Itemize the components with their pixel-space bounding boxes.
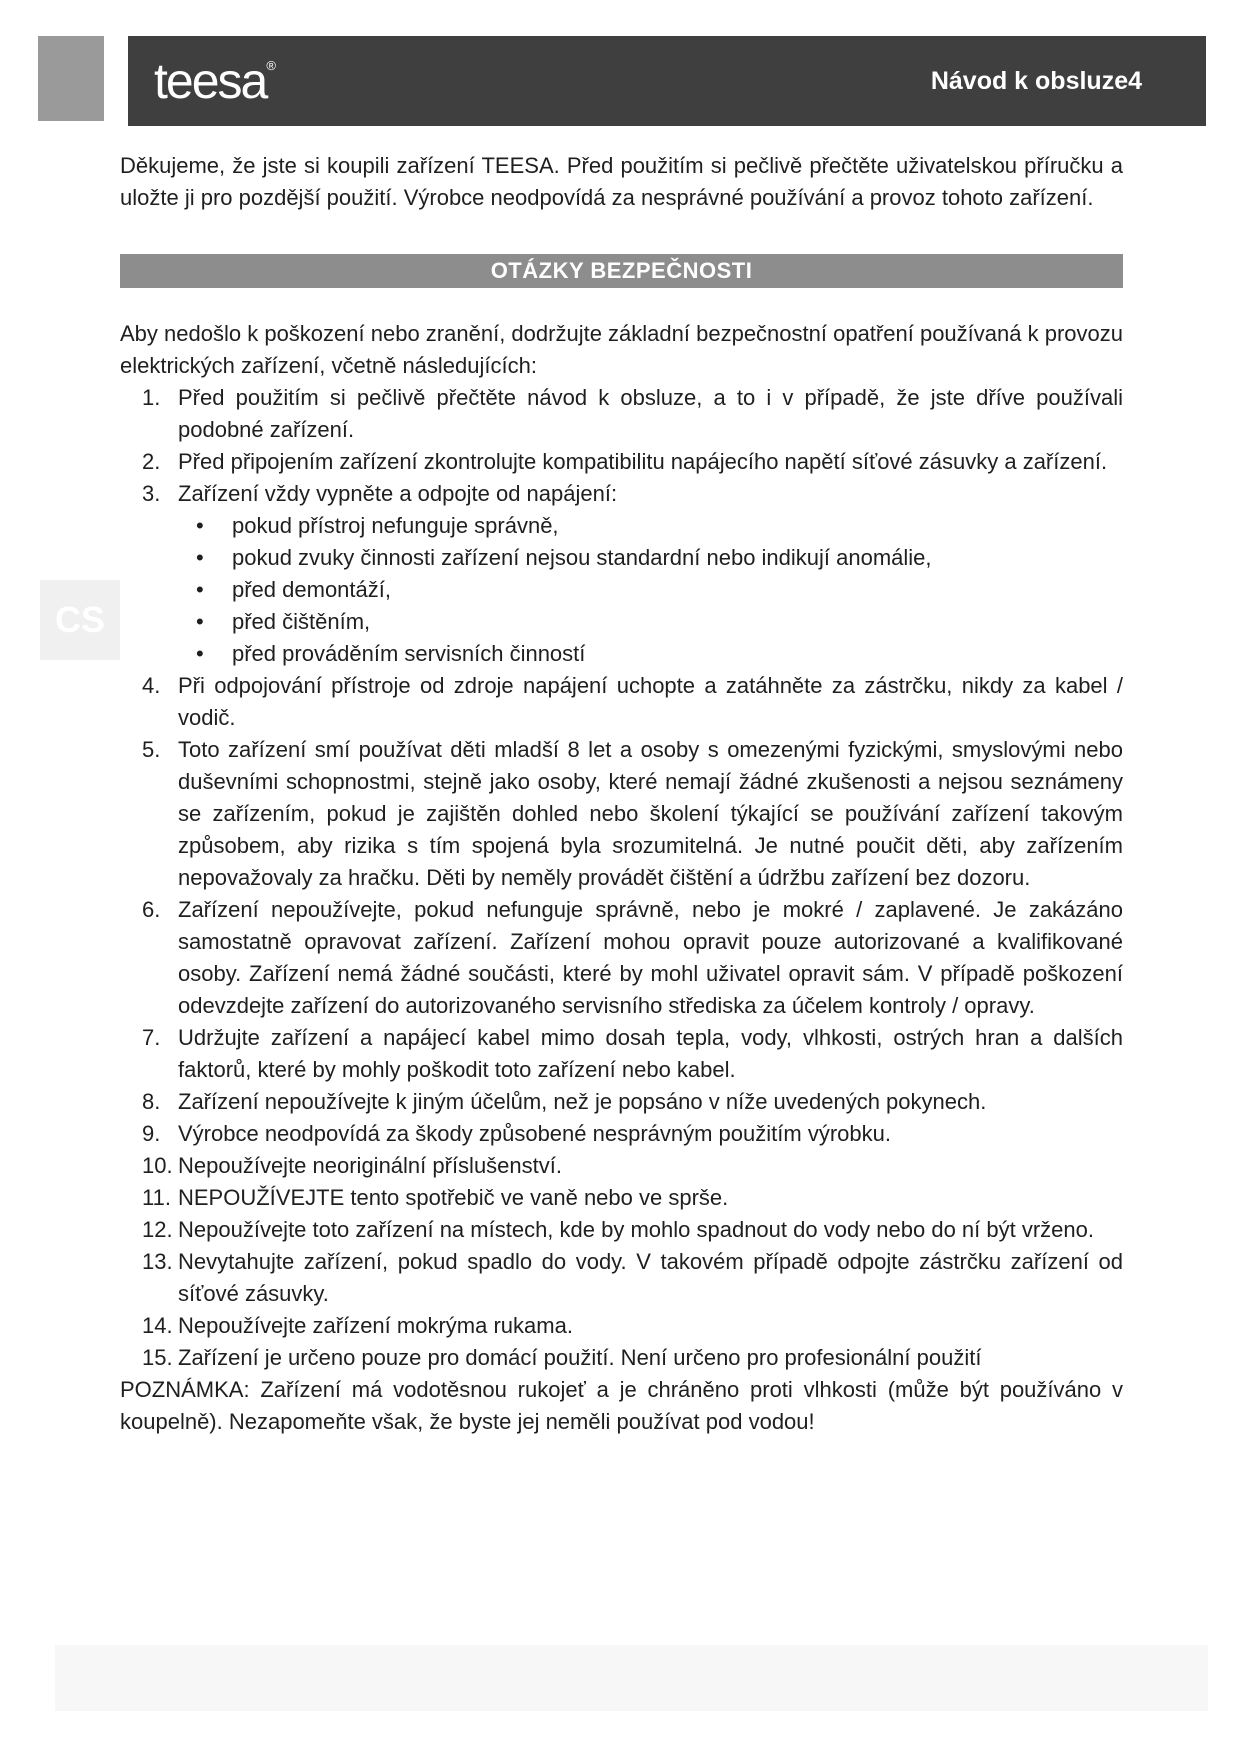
list-item-text: Zařízení vždy vypněte a odpojte od napájení: [178, 481, 618, 506]
list-item-number: 4. [142, 673, 161, 698]
bullet-item [120, 606, 1123, 638]
list-item-number: 5. [142, 737, 161, 762]
page-number: 4 [1128, 66, 1142, 95]
list-item-text: Nepoužívejte zařízení mokrýma rukama. [178, 1313, 573, 1338]
list-item [120, 478, 1123, 510]
lead-paragraph: Aby nedošlo k poškození nebo zranění, dodržujte základní bezpečnostní opatření používaná k provozu elektrických zařízení, včetně následujících: [120, 321, 1123, 378]
list-item [120, 1022, 1123, 1086]
section-banner-title: OTÁZKY BEZPEČNOSTI [490, 258, 753, 283]
note-paragraph: POZNÁMKA: Zařízení má vodotěsnou rukojeť a je chráněno proti vlhkosti (může být používáno v koupelně). Nezapomeňte však, že byste jej neměli používat pod vodou! [120, 1377, 1123, 1434]
intro-paragraph: Děkujeme, že jste si koupili zařízení TEESA. Před použitím si pečlivě přečtěte uživatelskou příručku a uložte ji pro pozdější použití. Výrobce neodpovídá za nesprávné používání a provoz tohoto zařízení. [120, 153, 1123, 210]
list-item-text: Výrobce neodpovídá za škody způsobené nesprávným použitím výrobku. [178, 1121, 891, 1146]
list-item-number: 15. [142, 1345, 173, 1370]
header-accent-square [38, 36, 104, 121]
list-item-number: 14. [142, 1313, 173, 1338]
list-item-text: Zařízení nepoužívejte, pokud nefunguje správně, nebo je mokré / zaplavené. Je zakázáno samostatně opravovat zařízení. Zařízení mohou opravit pouze autorizované a kvalifikované osoby. Zařízení nemá žádné součásti, které by mohl uživatel opravit sám. V případě poškození odevzdejte zařízení do autorizovaného servisního střediska za účelem kontroly / opravy. [178, 897, 1123, 1018]
list-item [120, 1342, 1123, 1374]
bullet-icon: • [196, 545, 204, 570]
list-item-number: 8. [142, 1089, 161, 1114]
list-item-number: 9. [142, 1121, 161, 1146]
list-item-text: Nepoužívejte neoriginální příslušenství. [178, 1153, 562, 1178]
list-item [120, 1310, 1123, 1342]
list-item [120, 446, 1123, 478]
language-tab-label: CS [54, 599, 105, 640]
list-item-text: Před připojením zařízení zkontrolujte kompatibilitu napájecího napětí síťové zásuvky a zařízení. [178, 449, 1108, 474]
list-item [120, 734, 1123, 894]
section-banner [120, 254, 1123, 288]
bullet-text: pokud přístroj nefunguje správně, [232, 513, 559, 538]
list-item-number: 12. [142, 1217, 173, 1242]
brand-logo [154, 53, 276, 109]
list-item-number: 10. [142, 1153, 173, 1178]
bullet-icon: • [196, 609, 204, 634]
list-item [120, 382, 1123, 446]
list-item-number: 3. [142, 481, 161, 506]
bullet-item [120, 542, 1123, 574]
bullet-text: pokud zvuky činnosti zařízení nejsou standardní nebo indikují anomálie, [232, 545, 932, 570]
bullet-item [120, 574, 1123, 606]
list-item-text: Nevytahujte zařízení, pokud spadlo do vody. V takovém případě odpojte zástrčku zařízení od síťové zásuvky. [178, 1249, 1123, 1306]
list-item-number: 6. [142, 897, 161, 922]
footer-band [55, 1645, 1208, 1711]
bullet-icon: • [196, 577, 204, 602]
header-bar [128, 36, 1206, 126]
document-title [931, 67, 1142, 96]
list-item-text: Udržujte zařízení a napájecí kabel mimo dosah tepla, vody, vlhkosti, ostrých hran a dalších faktorů, které by mohly poškodit toto zařízení nebo kabel. [178, 1025, 1123, 1082]
list-item-text: Před použitím si pečlivě přečtěte návod k obsluze, a to i v případě, že jste dříve používali podobné zařízení. [178, 385, 1123, 442]
brand-logo-text: teesa [154, 53, 267, 109]
list-item [120, 1150, 1123, 1182]
bullet-text: před demontáží, [232, 577, 391, 602]
page-content [120, 150, 1123, 1438]
list-item [120, 1214, 1123, 1246]
document-title-text: Návod k obsluze [930, 66, 1129, 95]
bullet-item [120, 638, 1123, 670]
bullet-text: před prováděním servisních činností [232, 641, 586, 666]
bullet-icon: • [196, 513, 204, 538]
language-tab-cs [40, 580, 120, 660]
list-item [120, 1246, 1123, 1310]
list-item [120, 1086, 1123, 1118]
bullet-text: před čištěním, [232, 609, 371, 634]
registered-trademark-icon: ® [266, 58, 276, 73]
bullet-icon: • [196, 641, 204, 666]
list-item-text: Zařízení je určeno pouze pro domácí použití. Není určeno pro profesionální použití [178, 1345, 982, 1370]
list-item-text: Zařízení nepoužívejte k jiným účelům, než je popsáno v níže uvedených pokynech. [178, 1089, 987, 1114]
list-item-number: 1. [142, 385, 161, 410]
list-item [120, 1118, 1123, 1150]
list-item [120, 894, 1123, 1022]
list-item-number: 11. [142, 1185, 171, 1210]
bullet-item [120, 510, 1123, 542]
safety-list [120, 382, 1123, 1374]
list-item-text: NEPOUŽÍVEJTE tento spotřebič ve vaně nebo ve sprše. [178, 1185, 729, 1210]
list-item-text: Nepoužívejte toto zařízení na místech, kde by mohlo spadnout do vody nebo do ní být vrženo. [178, 1217, 1094, 1242]
list-item-number: 2. [142, 449, 161, 474]
list-item [120, 670, 1123, 734]
list-item [120, 1182, 1123, 1214]
list-item-text: Toto zařízení smí používat děti mladší 8 let a osoby s omezenými fyzickými, smyslovými nebo duševními schopnostmi, stejně jako osoby, které nemají žádné zkušenosti a nejsou seznámeny se zařízením, pokud je zajištěn dohled nebo školení týkající se používání zařízení takovým způsobem, aby rizika s tím spojená byla srozumitelná. Je nutné poučit děti, aby zařízením nepovažovaly za hračku. Děti by neměly provádět čištění a údržbu zařízení bez dozoru. [178, 737, 1123, 890]
list-item-number: 13. [142, 1249, 173, 1274]
list-item-text: Při odpojování přístroje od zdroje napájení uchopte a zatáhněte za zástrčku, nikdy za kabel / vodič. [178, 673, 1123, 730]
list-item-number: 7. [142, 1025, 161, 1050]
